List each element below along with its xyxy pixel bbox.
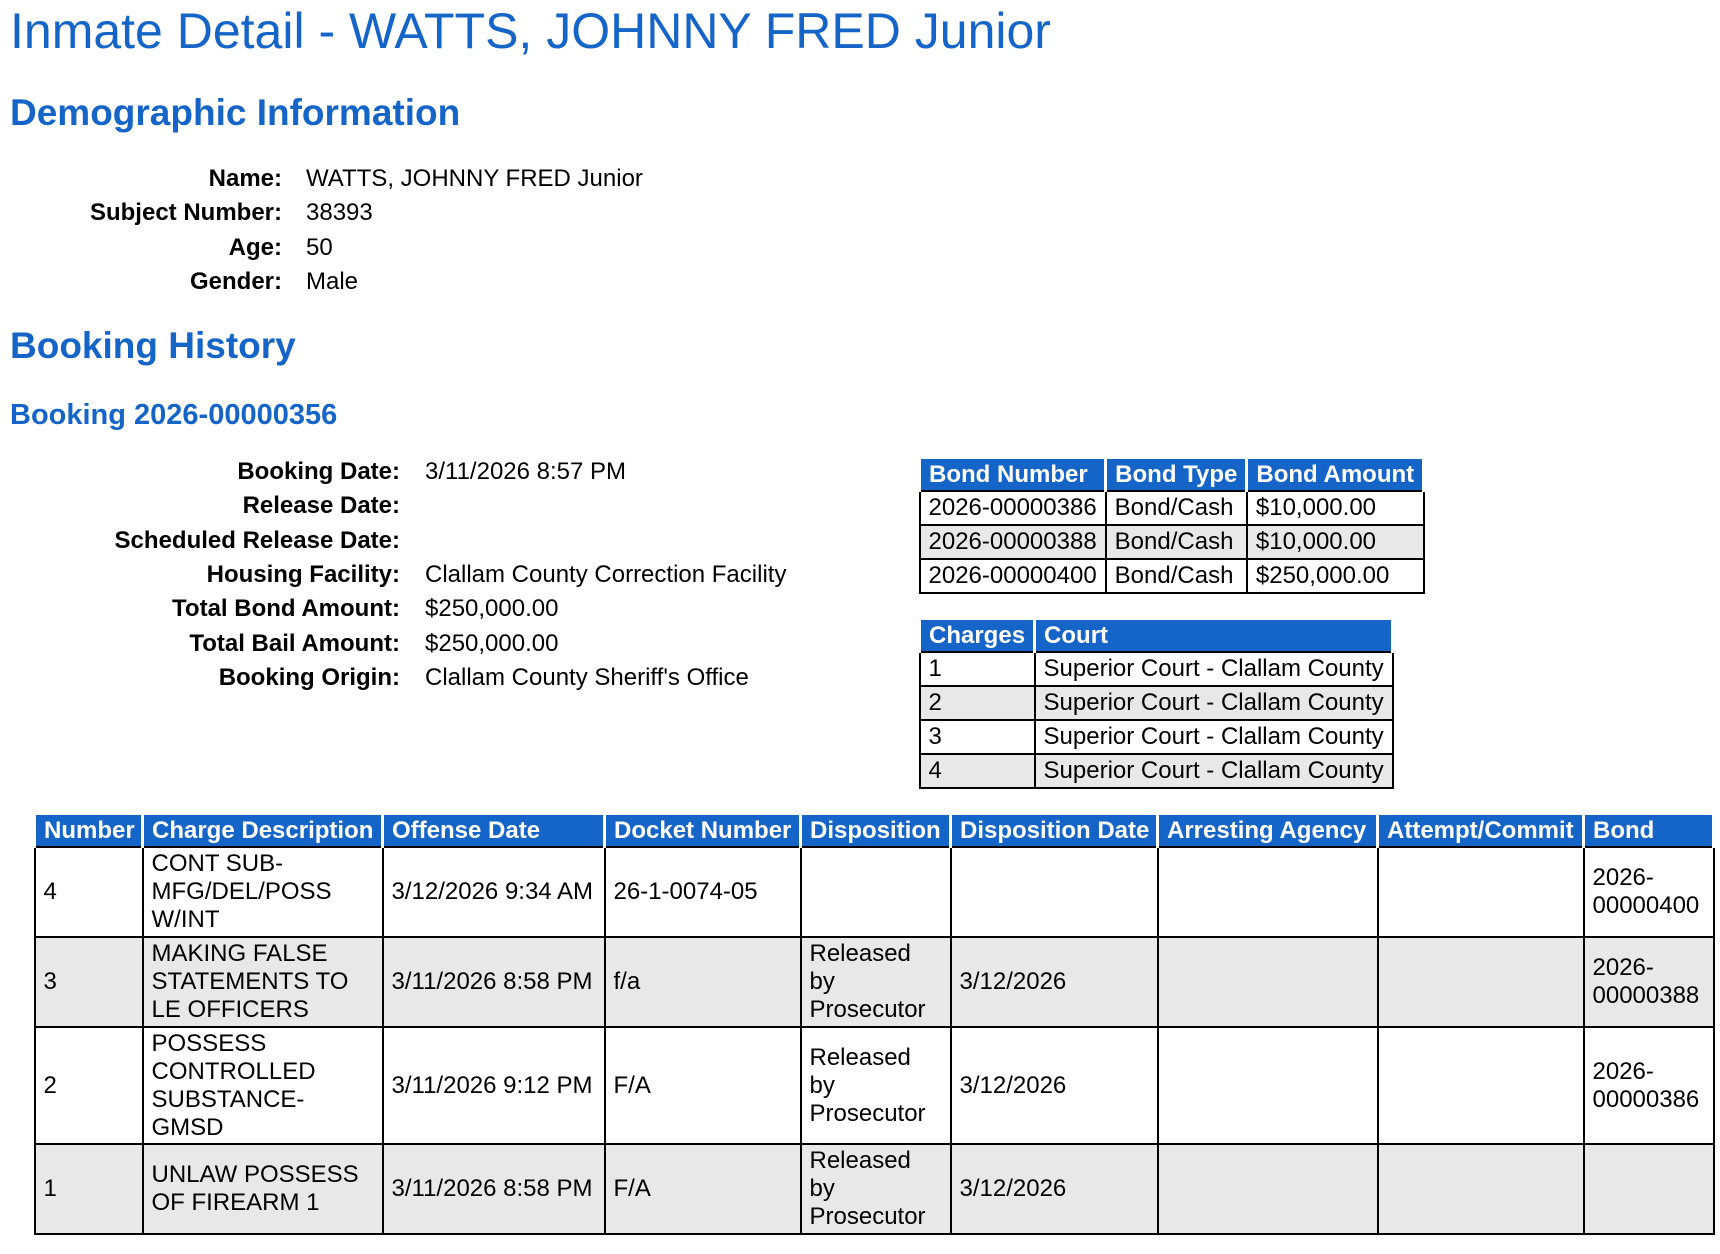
- docket-number: F/A: [605, 1144, 801, 1234]
- col-header: Offense Date: [383, 815, 605, 847]
- court-name: Superior Court - Clallam County: [1035, 652, 1393, 686]
- docket-number: f/a: [605, 937, 801, 1027]
- booking-row-total-bail: [0, 626, 786, 660]
- bond-amount: $10,000.00: [1247, 491, 1424, 525]
- col-header: Charges: [920, 620, 1035, 652]
- demographic-row-name: [0, 162, 643, 196]
- field-label: Subject Number:: [89, 199, 282, 227]
- field-label: Booking Origin:: [218, 663, 400, 691]
- charge-number: 1: [920, 652, 1035, 686]
- charge-number: 4: [920, 754, 1035, 788]
- bond-row: [920, 559, 1424, 593]
- disposition-date: [951, 847, 1158, 937]
- booking-row-scheduled-release-date: [0, 524, 786, 558]
- demographic-row-subject-number: [0, 196, 643, 230]
- bond-type: Bond/Cash: [1106, 525, 1247, 559]
- col-header: Disposition: [801, 815, 951, 847]
- col-header: Number: [35, 815, 143, 847]
- field-value: 50: [306, 233, 333, 261]
- field-label: Age:: [228, 233, 282, 261]
- disposition-date: 3/12/2026: [951, 937, 1158, 1027]
- field-label: Gender:: [189, 268, 282, 296]
- offense-date: 3/12/2026 9:34 AM: [383, 847, 605, 937]
- field-value: 38393: [306, 199, 373, 227]
- disposition: [801, 847, 951, 937]
- demographic-row-age: [0, 231, 643, 265]
- docket-number: 26-1-0074-05: [605, 847, 801, 937]
- bond-type: Bond/Cash: [1106, 559, 1247, 593]
- attempt-commit: [1378, 1144, 1584, 1234]
- charges-table: [33, 815, 1715, 1235]
- field-value: Clallam County Sheriff's Office: [425, 663, 749, 691]
- bond-ref: 2026-00000400: [1584, 847, 1714, 937]
- disposition: Released by Prosecutor: [801, 937, 951, 1027]
- bond-number: 2026-00000388: [920, 525, 1106, 559]
- charge-row: [35, 937, 1714, 1027]
- booking-heading: Booking 2026-00000356: [10, 399, 338, 431]
- charge-number: 2: [35, 1027, 143, 1144]
- court-row: [920, 720, 1393, 754]
- bond-number: 2026-00000400: [920, 559, 1106, 593]
- col-header: Bond: [1584, 815, 1714, 847]
- court-row: [920, 686, 1393, 720]
- field-value: [400, 489, 786, 523]
- charge-description: MAKING FALSE STATEMENTS TO LE OFFICERS: [143, 937, 383, 1027]
- field-value: WATTS, JOHNNY FRED Junior: [306, 165, 643, 193]
- court-name: Superior Court - Clallam County: [1035, 754, 1393, 788]
- field-value: $250,000.00: [425, 629, 559, 657]
- court-table: [918, 620, 1394, 789]
- bond-amount: $250,000.00: [1247, 559, 1424, 593]
- booking-row-housing-facility: [0, 558, 786, 592]
- field-label: Scheduled Release Date:: [114, 526, 400, 554]
- page-title: Inmate Detail - WATTS, JOHNNY FRED Junior: [10, 3, 1051, 59]
- col-header: Disposition Date: [951, 815, 1158, 847]
- court-header-row: [920, 620, 1393, 652]
- demographic-info: [0, 162, 643, 299]
- offense-date: 3/11/2026 8:58 PM: [383, 1144, 605, 1234]
- booking-info: [0, 455, 786, 695]
- field-label: Housing Facility:: [206, 561, 400, 589]
- charge-number: 3: [35, 937, 143, 1027]
- charge-row: [35, 1144, 1714, 1234]
- court-name: Superior Court - Clallam County: [1035, 686, 1393, 720]
- charge-number: 1: [35, 1144, 143, 1234]
- bond-row: [920, 525, 1424, 559]
- bond-amount: $10,000.00: [1247, 525, 1424, 559]
- col-header: Bond Amount: [1247, 459, 1424, 491]
- field-label: Name:: [208, 165, 282, 193]
- field-value: [400, 524, 786, 558]
- attempt-commit: [1378, 937, 1584, 1027]
- booking-row-release-date: [0, 489, 786, 523]
- disposition-date: 3/12/2026: [951, 1144, 1158, 1234]
- booking-row-booking-origin: [0, 661, 786, 695]
- field-value: Clallam County Correction Facility: [425, 561, 787, 589]
- bond-row: [920, 491, 1424, 525]
- docket-number: F/A: [605, 1027, 801, 1144]
- col-header: Bond Number: [920, 459, 1106, 491]
- charge-description: UNLAW POSSESS OF FIREARM 1: [143, 1144, 383, 1234]
- court-name: Superior Court - Clallam County: [1035, 720, 1393, 754]
- demographic-row-gender: [0, 265, 643, 299]
- charge-number: 3: [920, 720, 1035, 754]
- attempt-commit: [1378, 1027, 1584, 1144]
- court-row: [920, 754, 1393, 788]
- booking-history-heading: Booking History: [10, 325, 296, 366]
- charges-header-row: [35, 815, 1714, 847]
- col-header: Attempt/Commit: [1378, 815, 1584, 847]
- offense-date: 3/11/2026 8:58 PM: [383, 937, 605, 1027]
- charge-description: POSSESS CONTROLLED SUBSTANCE-GMSD: [143, 1027, 383, 1144]
- field-value: Male: [306, 268, 359, 296]
- demographic-heading: Demographic Information: [10, 92, 461, 133]
- field-label: Total Bond Amount:: [172, 595, 400, 623]
- bond-number: 2026-00000386: [920, 491, 1106, 525]
- field-label: Booking Date:: [237, 458, 400, 486]
- bond-header-row: [920, 459, 1424, 491]
- booking-row-total-bond: [0, 592, 786, 626]
- bond-table: [918, 459, 1425, 594]
- disposition-date: 3/12/2026: [951, 1027, 1158, 1144]
- attempt-commit: [1378, 847, 1584, 937]
- court-row: [920, 652, 1393, 686]
- field-value: $250,000.00: [425, 595, 559, 623]
- bond-type: Bond/Cash: [1106, 491, 1247, 525]
- bond-ref: 2026-00000388: [1584, 937, 1714, 1027]
- col-header: Arresting Agency: [1158, 815, 1378, 847]
- disposition: Released by Prosecutor: [801, 1144, 951, 1234]
- booking-row-booking-date: [0, 455, 786, 489]
- col-header: Bond Type: [1106, 459, 1247, 491]
- charge-description: CONT SUB-MFG/DEL/POSS W/INT: [143, 847, 383, 937]
- charge-row: [35, 847, 1714, 937]
- field-label: Total Bail Amount:: [189, 629, 400, 657]
- field-value: 3/11/2026 8:57 PM: [425, 458, 627, 486]
- charge-row: [35, 1027, 1714, 1144]
- arresting-agency: [1158, 1144, 1378, 1234]
- col-header: Docket Number: [605, 815, 801, 847]
- col-header: Court: [1035, 620, 1393, 652]
- arresting-agency: [1158, 1027, 1378, 1144]
- arresting-agency: [1158, 937, 1378, 1027]
- charge-number: 2: [920, 686, 1035, 720]
- bond-ref: [1584, 1144, 1714, 1234]
- bond-ref: 2026-00000386: [1584, 1027, 1714, 1144]
- field-label: Release Date:: [242, 492, 400, 520]
- offense-date: 3/11/2026 9:12 PM: [383, 1027, 605, 1144]
- arresting-agency: [1158, 847, 1378, 937]
- charge-number: 4: [35, 847, 143, 937]
- disposition: Released by Prosecutor: [801, 1027, 951, 1144]
- col-header: Charge Description: [143, 815, 383, 847]
